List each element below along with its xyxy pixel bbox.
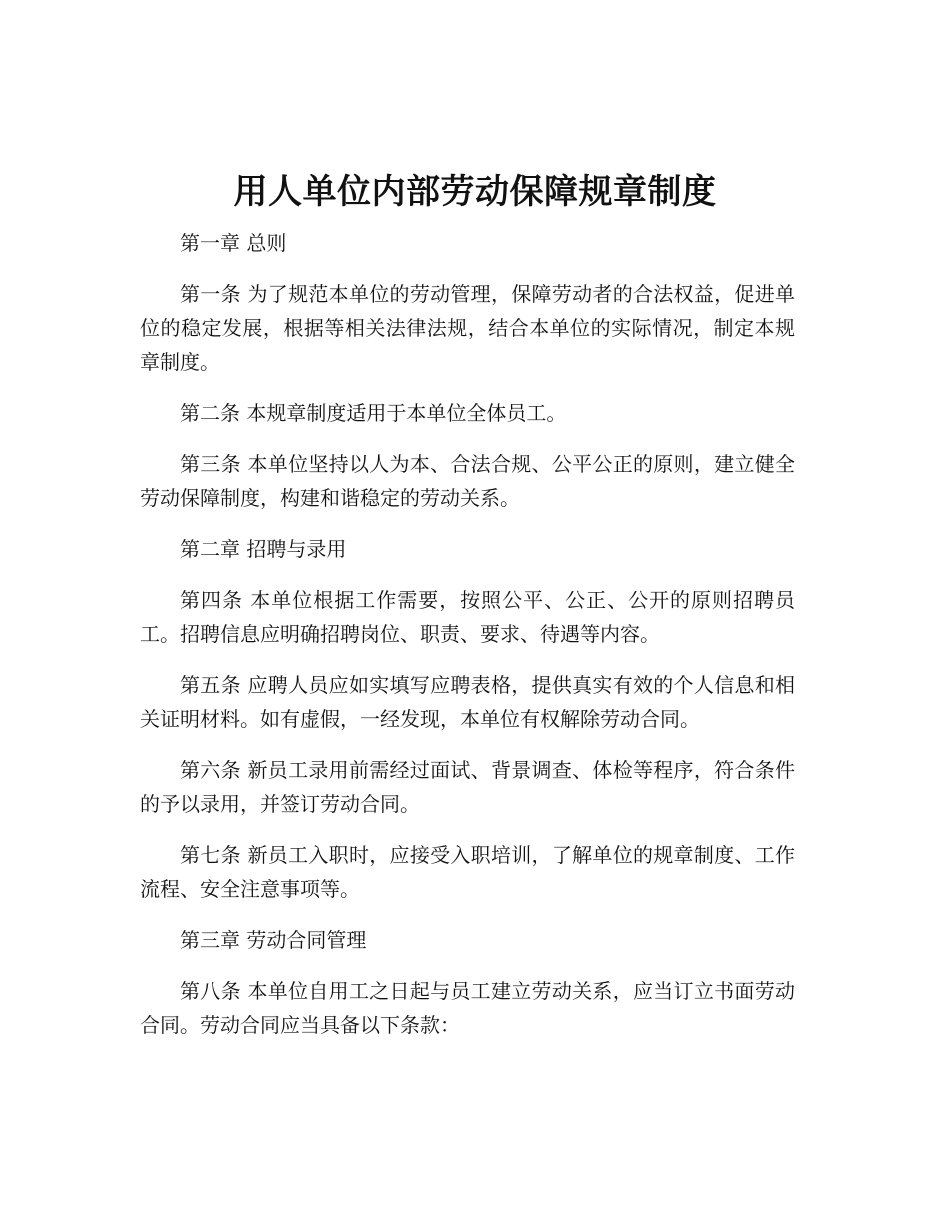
article-1: 第一条 为了规范本单位的劳动管理，保障劳动者的合法权益，促进单位的稳定发展，根据等相关法律法规，结合本单位的实际情况，制定本规章制度。 <box>140 282 795 374</box>
article-8: 第八条 本单位自用工之日起与员工建立劳动关系，应当订立书面劳动合同。劳动合同应当具备以下条款： <box>140 979 795 1037</box>
chapter-heading-3: 第三章 劳动合同管理 <box>180 928 367 952</box>
chapter-heading-2: 第二章 招聘与录用 <box>180 537 347 561</box>
chapter-heading-1: 第一章 总则 <box>180 231 287 255</box>
article-2: 第二条 本规章制度适用于本单位全体员工。 <box>180 401 567 425</box>
article-4: 第四条 本单位根据工作需要，按照公平、公正、公开的原则招聘员工。招聘信息应明确招聘岗位、职责、要求、待遇等内容。 <box>140 588 795 646</box>
article-5: 第五条 应聘人员应如实填写应聘表格，提供真实有效的个人信息和相关证明材料。如有虚假，一经发现，本单位有权解除劳动合同。 <box>140 673 795 731</box>
article-3: 第三条 本单位坚持以人为本、合法合规、公平公正的原则，建立健全劳动保障制度，构建和谐稳定的劳动关系。 <box>140 452 795 510</box>
document-title: 用人单位内部劳动保障规章制度 <box>233 172 717 212</box>
document-body <box>140 226 795 1059</box>
article-6: 第六条 新员工录用前需经过面试、背景调查、体检等程序，符合条件的予以录用，并签订劳动合同。 <box>140 758 795 816</box>
article-7: 第七条 新员工入职时，应接受入职培训，了解单位的规章制度、工作流程、安全注意事项等。 <box>140 843 795 901</box>
